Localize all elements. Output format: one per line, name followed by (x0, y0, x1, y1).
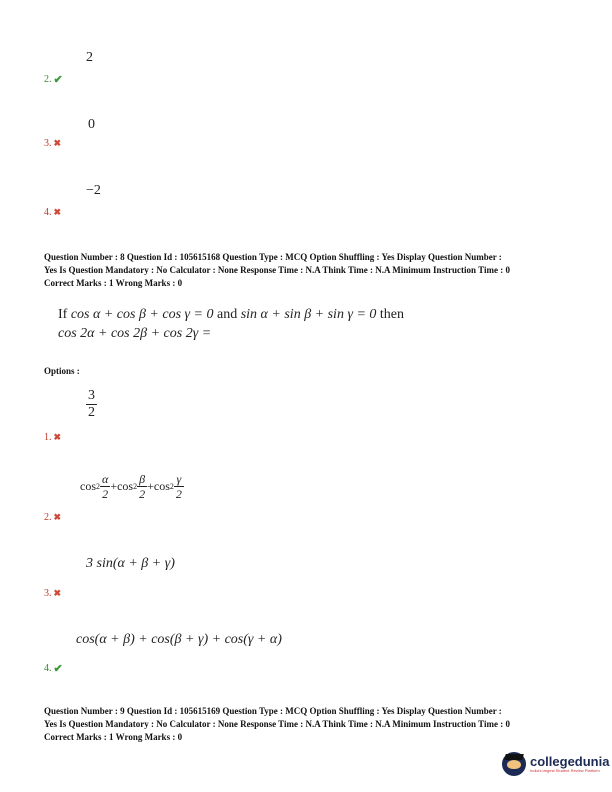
option-number: 2. (44, 74, 52, 85)
q8-metadata (44, 251, 584, 290)
brand-tagline: India's largest Student Review Platform (530, 768, 600, 773)
q8-stem-line-2: cos 2α + cos 2β + cos 2γ = (58, 326, 212, 341)
graduate-mascot-icon (502, 752, 526, 776)
option-number: 4. (44, 207, 52, 218)
fraction (86, 389, 97, 420)
prev-option-4-value: −2 (86, 183, 101, 198)
stem-condition-cos: cos α + cos β + cos γ = 0 (70, 307, 214, 322)
fraction-numerator: α (102, 472, 109, 486)
fraction-denominator: 2 (175, 487, 182, 501)
q8-option-2-expression (80, 473, 184, 500)
option-number: 3. (44, 138, 52, 149)
options-label: Options : (44, 366, 80, 376)
cross-icon: ✖ (53, 588, 62, 598)
q8-meta-line-3: Correct Marks : 1 Wrong Marks : 0 (44, 278, 183, 288)
fraction-numerator: γ (176, 472, 182, 486)
plus-sign: + (110, 479, 118, 493)
plus-sign: + (147, 479, 154, 493)
q8-option-2-marker (44, 512, 61, 523)
cos-term: cos (153, 479, 170, 493)
stem-condition-sin: sin α + sin β + sin γ = 0 (240, 307, 377, 322)
q8-option-1-marker (44, 432, 61, 443)
q9-metadata (44, 705, 584, 744)
exponent: 2 (169, 482, 174, 491)
cross-icon: ✖ (53, 512, 62, 522)
q8-meta-line-2: Yes Is Question Mandatory : No Calculator : None Response Time : N.A Think Time : N.A Minimum Instruction Time : 0 (44, 265, 510, 275)
prev-option-2-value: 2 (86, 50, 93, 65)
fraction-denominator: 2 (88, 405, 95, 420)
stem-and: and (217, 307, 238, 322)
stem-then: then (379, 307, 405, 322)
fraction-denominator: 2 (139, 487, 146, 501)
prev-option-4-marker (44, 207, 61, 218)
fraction (100, 473, 110, 500)
q8-option-4-expression: cos(α + β) + cos(β + γ) + cos(γ + α) (76, 632, 282, 647)
q8-stem-line-1 (58, 307, 404, 323)
q8-option-3-expression: 3 sin(α + β + γ) (86, 556, 175, 571)
cos-term: cos (117, 479, 134, 493)
check-icon: ✔ (53, 74, 63, 86)
exponent: 2 (133, 482, 138, 491)
fraction-numerator: β (139, 472, 146, 486)
q9-meta-line-1: Question Number : 9 Question Id : 105615169 Question Type : MCQ Option Shuffling : Yes Display Question Number : (44, 706, 502, 716)
fraction-numerator: 3 (88, 388, 95, 403)
option-number: 4. (44, 663, 52, 674)
cos-term: cos (80, 479, 96, 493)
q8-option-4-marker (44, 662, 63, 675)
cross-icon: ✖ (53, 207, 62, 217)
brand-name: collegedunia (530, 754, 610, 769)
option-number: 1. (44, 432, 52, 443)
fraction (174, 473, 184, 500)
check-icon: ✔ (53, 663, 63, 675)
option-number: 2. (44, 512, 52, 523)
fraction (137, 473, 147, 500)
exponent: 2 (96, 482, 100, 491)
q9-meta-line-3: Correct Marks : 1 Wrong Marks : 0 (44, 732, 183, 742)
collegedunia-logo (502, 752, 609, 776)
prev-option-3-marker (44, 138, 61, 149)
q8-meta-line-1: Question Number : 8 Question Id : 105615168 Question Type : MCQ Option Shuffling : Yes Display Question Number : (44, 252, 502, 262)
q8-option-3-marker (44, 588, 61, 599)
cross-icon: ✖ (53, 432, 62, 442)
stem-if: If (58, 307, 68, 322)
prev-option-3-value: 0 (88, 117, 95, 132)
prev-option-2-marker (44, 73, 63, 86)
cross-icon: ✖ (53, 138, 62, 148)
q8-option-1-expression (86, 389, 97, 420)
logo-text (530, 755, 609, 773)
option-number: 3. (44, 588, 52, 599)
q9-meta-line-2: Yes Is Question Mandatory : No Calculator : None Response Time : N.A Think Time : N.A Minimum Instruction Time : 0 (44, 719, 510, 729)
fraction-denominator: 2 (102, 487, 109, 501)
